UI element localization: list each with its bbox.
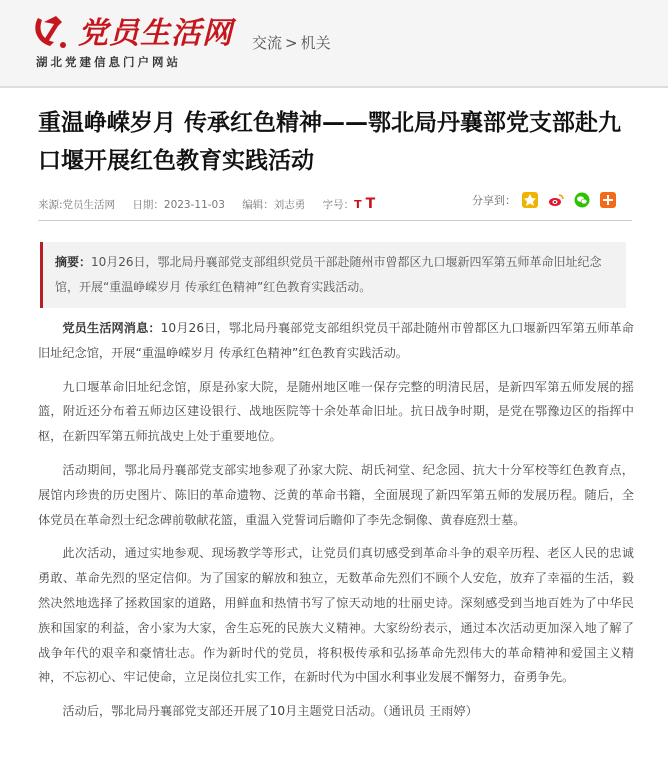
article-paragraph — [38, 316, 634, 366]
article-paragraph: 此次活动，通过实地参观、现场教学等形式，让党员们真切感受到革命斗争的艰辛历程、老区人民的忠诚勇敢、革命先烈的坚定信仰。为了国家的解放和独立，无数革命先烈们不顾个人安危，放弃了幸福的生活，毅然决然地选择了拯救国家的道路，用鲜血和热情书写了惊天动地的壮丽史诗。深刻感受到当地百姓为了中华民族和国家的利益，舍小家为大家，舍生忘死的民族大义精神。大家纷纷表示，通过本次活动更加深入地了解了战争年代的艰辛和豪情壮志。作为新时代的党员，将积极传承和弘扬革命先烈伟大的革命精神和爱国主义精神，不忘初心、牢记使命，立足岗位扎实工作，在新时代为中国水利事业发展不懈努力，奋勇争先。 — [38, 546, 634, 685]
font-size-small-button[interactable]: T — [354, 198, 362, 211]
site-logo-title[interactable]: 党员生活网 — [78, 16, 233, 51]
site-logo-subtitle: 湖北党建信息门户网站 — [36, 55, 181, 69]
article-body — [38, 316, 634, 733]
summary-text: 10月26日，鄂北局丹襄部党支部组织党员干部赴随州市曾都区九口堰新四军第五师革命旧址纪念馆，开展“重温峥嵘岁月 传承红色精神”红色教育实践活动。 — [55, 255, 602, 294]
lead-text: 10月26日，鄂北局丹襄部党支部组织党员干部赴随州市曾都区九口堰新四军第五师革命旧址纪念馆，开展“重温峥嵘岁月 传承红色精神”红色教育实践活动。 — [38, 321, 634, 360]
article-date: 日期：2023-11-03 — [132, 199, 225, 211]
article-source: 来源:党员生活网 — [38, 199, 116, 211]
article-paragraph: 九口堰革命旧址纪念馆，原是孙家大院，是随州地区唯一保存完整的明清民居，是新四军第五师发展的摇篮，附近还分布着五师边区建设银行、战地医院等十余处革命旧址。抗日战争时期，是党在鄂豫边区的指挥中枢，在新四军第五师抗战史上处于重要地位。 — [38, 379, 634, 444]
article-meta — [38, 196, 389, 212]
breadcrumb-item-exchange[interactable]: 交流 — [252, 34, 283, 52]
font-size-label: 字号： — [322, 199, 355, 211]
share-label: 分享到： — [472, 194, 516, 207]
more-share-icon[interactable] — [600, 192, 616, 208]
qzone-icon[interactable] — [522, 192, 538, 208]
summary-label: 摘要： — [55, 255, 92, 269]
article-title: 重温峥嵘岁月 传承红色精神——鄂北局丹襄部党支部赴九口堰开展红色教育实践活动 — [38, 110, 622, 174]
font-size-large-button[interactable]: T — [365, 196, 376, 212]
site-header — [0, 0, 668, 88]
article-author: 编辑：刘志勇 — [242, 199, 306, 211]
weibo-icon[interactable] — [548, 192, 564, 208]
header-divider — [0, 86, 668, 88]
breadcrumb — [252, 32, 331, 53]
meta-divider — [38, 220, 632, 221]
lead-label: 党员生活网消息： — [62, 321, 161, 335]
article-summary — [40, 242, 626, 308]
wechat-icon[interactable] — [574, 192, 590, 208]
share-bar — [472, 192, 616, 208]
party-emblem-icon[interactable] — [30, 12, 72, 52]
breadcrumb-item-organ[interactable]: 机关 — [300, 34, 331, 52]
article-paragraph: 活动后，鄂北局丹襄部党支部还开展了10月主题党日活动。（通讯员 王雨婷） — [62, 704, 478, 719]
article-paragraph: 活动期间，鄂北局丹襄部党支部实地参观了孙家大院、胡氏祠堂、纪念园、抗大十分军校等红色教育点，展馆内珍贵的历史图片、陈旧的革命遗物、泛黄的革命书籍，全面展现了新四军第五师的发展历程。随后，全体党员在革命烈士纪念碑前敬献花篮，重温入党誓词后瞻仰了李先念铜像、黄春庭烈士墓。 — [38, 462, 634, 527]
breadcrumb-separator: > — [285, 34, 298, 52]
